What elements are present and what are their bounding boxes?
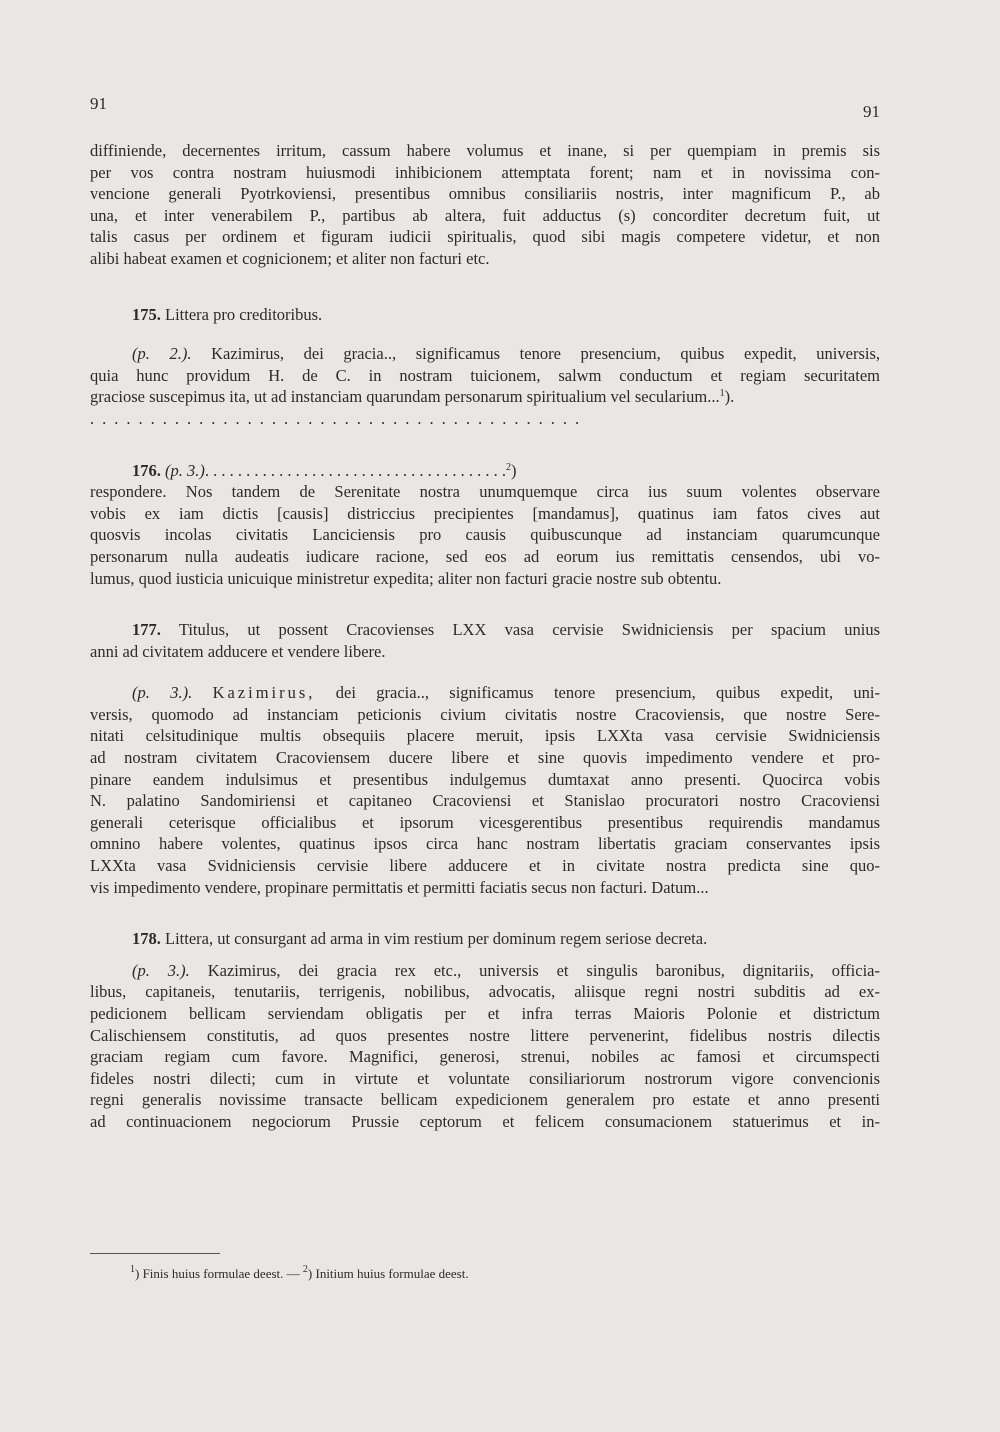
footnote-divider xyxy=(90,1253,220,1254)
text-line: quosvis incolas civitatis Lanciciensis pro causis quibuscunque ad instanciam quarumcunque xyxy=(90,525,880,545)
footnote-marker: 2 xyxy=(506,461,511,473)
text-line: fideles nostri dilecti; cum in virtute et voluntate consiliariorum nostrorum vigore convencionis xyxy=(90,1068,880,1088)
footnote-1: ) Finis huius formulae deest. — xyxy=(135,1266,300,1281)
text-line: talis casus per ordinem et figuram iudicii spiritualis, quod sibi magis competere videtur, et non xyxy=(90,227,880,247)
text-line: ad continuacionem negociorum Prussie ceptorum et felicem consumacionem statuerimus et in- xyxy=(90,1111,880,1131)
text-line: pinare eandem indulsimus et presentibus indulgemus dumtaxat anno presenti. Quocirca vobis xyxy=(90,769,880,789)
section-175-body xyxy=(90,343,880,429)
section-178-body xyxy=(90,960,880,1133)
text-line: lumus, quod iusticia unicuique ministretur expedita; aliter non facturi gracie nostre sub obtentu. xyxy=(90,568,722,588)
ellipsis-dots: . . . . . . . . . . . . . . . . . . . . . . . . . . . . . . . . . . . . . xyxy=(204,460,506,480)
text-line: Calischiensem constitutis, ad quos presentes nostre littere pervenerint, fidelibus nostris dilectis xyxy=(90,1025,880,1045)
section-175-heading xyxy=(90,304,880,326)
text-line: LXXta vasa Svidniciensis cervisie libere adducere et in civitate nostra predicta sine quo- xyxy=(90,856,880,876)
text-line: respondere. Nos tandem de Serenitate nostra unumquemque circa ius suum volentes observare xyxy=(90,482,880,502)
section-number: 177. xyxy=(132,620,161,640)
text-line: personarum nulla audeatis iudicare racione, sed eos ad eorum ius remittatis censendos, ubi vo- xyxy=(90,546,880,566)
text-line: nitati celsitudinique multis obsequiis placere meruit, ipsis LXXta vasa cervisie Swidniciensis xyxy=(90,726,880,746)
page-number-right: 91 xyxy=(863,102,880,121)
section-number: 178. xyxy=(132,929,161,949)
text-line: vobis ex iam dictis [causis] districcius precipientes [mandamus], quatinus iam fatos cives aut xyxy=(90,503,880,523)
footnote-marker: 1 xyxy=(130,1264,135,1275)
text-line: graciose suscepimus ita, ut ad instanciam quarundam personarum spiritualium vel secularium...$^1$). xyxy=(90,387,735,407)
text-line: omnino habere volentes, quatinus ipsos circa hanc nostram libertatis graciam conservantes ipsis xyxy=(90,834,880,854)
text-line: (p. 3.). Kazimirus, dei gracia.., significamus tenore presencium, quibus expedit, uni- xyxy=(132,683,880,703)
text-line: vis impedimento vendere, propinare permittatis et permitti faciatis secus non facturi. Datum... xyxy=(90,877,709,897)
section-177-body xyxy=(90,682,880,898)
text-line: 177. Titulus, ut possent Cracovienses LXX vasa cervisie Swidniciensis per spacium unius xyxy=(132,620,880,640)
text-line: (p. 3.). Kazimirus, dei gracia rex etc., universis et singulis baronibus, dignitariis, officia- xyxy=(132,960,880,980)
section-title: Littera, ut consurgant ad arma in vim restium per dominum regem seriose decreta. xyxy=(165,929,708,949)
text-line: diffiniende, decernentes irritum, cassum habere volumus et inane, si per quempiam in premis sis xyxy=(90,141,880,160)
section-177-heading xyxy=(90,619,880,662)
footnotes xyxy=(130,1266,469,1282)
text-line: 176. (p. 3.). . . . . . . . . . . . . . . . . . . . . . . . . . . . . . . . . . . . .$^2$) xyxy=(132,460,517,480)
text-line: per vos contra nostram huiusmodi inhibicionem attemptata forent; nam et in novissima con- xyxy=(90,162,880,182)
text-line: pedicionem bellicam serviendam obligatis per et infra terras Maioris Polonie et districtum xyxy=(90,1004,880,1023)
name-spaced: Kazimirus, xyxy=(212,683,316,703)
page-number-left: 91 xyxy=(90,94,107,113)
text-line: anni ad civitatem adducere et vendere libere. xyxy=(90,641,386,661)
text-line: (p. 2.). Kazimirus, dei gracia.., significamus tenore presencium, quibus expedit, universis, xyxy=(132,344,880,364)
text-line: generali ceterisque officialibus et ipsorum vicesgerentibus presentibus requirendis mandamus xyxy=(90,812,880,832)
text-line: graciam regiam cum favore. Magnifici, generosi, strenui, nobiles ac famosi et circumspecti xyxy=(90,1047,880,1067)
section-176-body xyxy=(90,460,880,590)
footnote-marker: 2 xyxy=(302,1264,308,1275)
main-text xyxy=(90,140,880,1133)
footnote-marker: 1 xyxy=(719,388,725,400)
section-title: Littera pro creditoribus. xyxy=(165,304,323,324)
text-line: regni generalis novissime transacte bellicam expedicionem generalem pro estate et anno presenti xyxy=(90,1090,880,1110)
page-ref: (p. 2.). xyxy=(132,344,192,364)
page-ref: (p. 3.). xyxy=(132,683,193,703)
footnote-2: ) Initium huius formulae deest. xyxy=(307,1266,469,1281)
text-line: vencione generali Pyotrkoviensi, presentibus omnibus consiliariis nostris, inter magnificum P., ab xyxy=(90,184,880,204)
text-line: N. palatino Sandomiriensi et capitaneo Cracoviensi et Stanislao procuratori nostro Cracoviensi xyxy=(90,791,880,811)
text-line: libus, capitaneis, tenutariis, terrigenis, nobilibus, advocatis, aliisque regni nostri subditis ad ex- xyxy=(90,982,880,1002)
text-line: quia hunc providum H. de C. in nostram tuicionem, salwm conductum et regiam securitatem xyxy=(90,365,880,385)
page-ref: (p. 3.) xyxy=(165,460,205,480)
text-line: alibi habeat examen et cognicionem; et aliter non facturi etc. xyxy=(90,248,490,268)
ellipsis-dots: ......................................... xyxy=(90,408,588,428)
text-line: una, et inter venerabilem P., partibus ab altera, fuit adductus (s) concorditer decretum fuit, ut xyxy=(90,205,880,225)
section-number: 175. xyxy=(132,304,161,324)
section-178-heading xyxy=(90,928,880,950)
section-number: 176. xyxy=(132,460,161,480)
intro-paragraph xyxy=(90,140,880,270)
text-line: versis, quomodo ad instanciam peticionis civium civitatis nostre Cracoviensis, que nostre Sere- xyxy=(90,704,880,724)
text-line: ad nostram civitatem Cracoviensem ducere libere et sine quovis impedimento vendere et pro- xyxy=(90,748,880,768)
page-ref: (p. 3.). xyxy=(132,960,190,980)
